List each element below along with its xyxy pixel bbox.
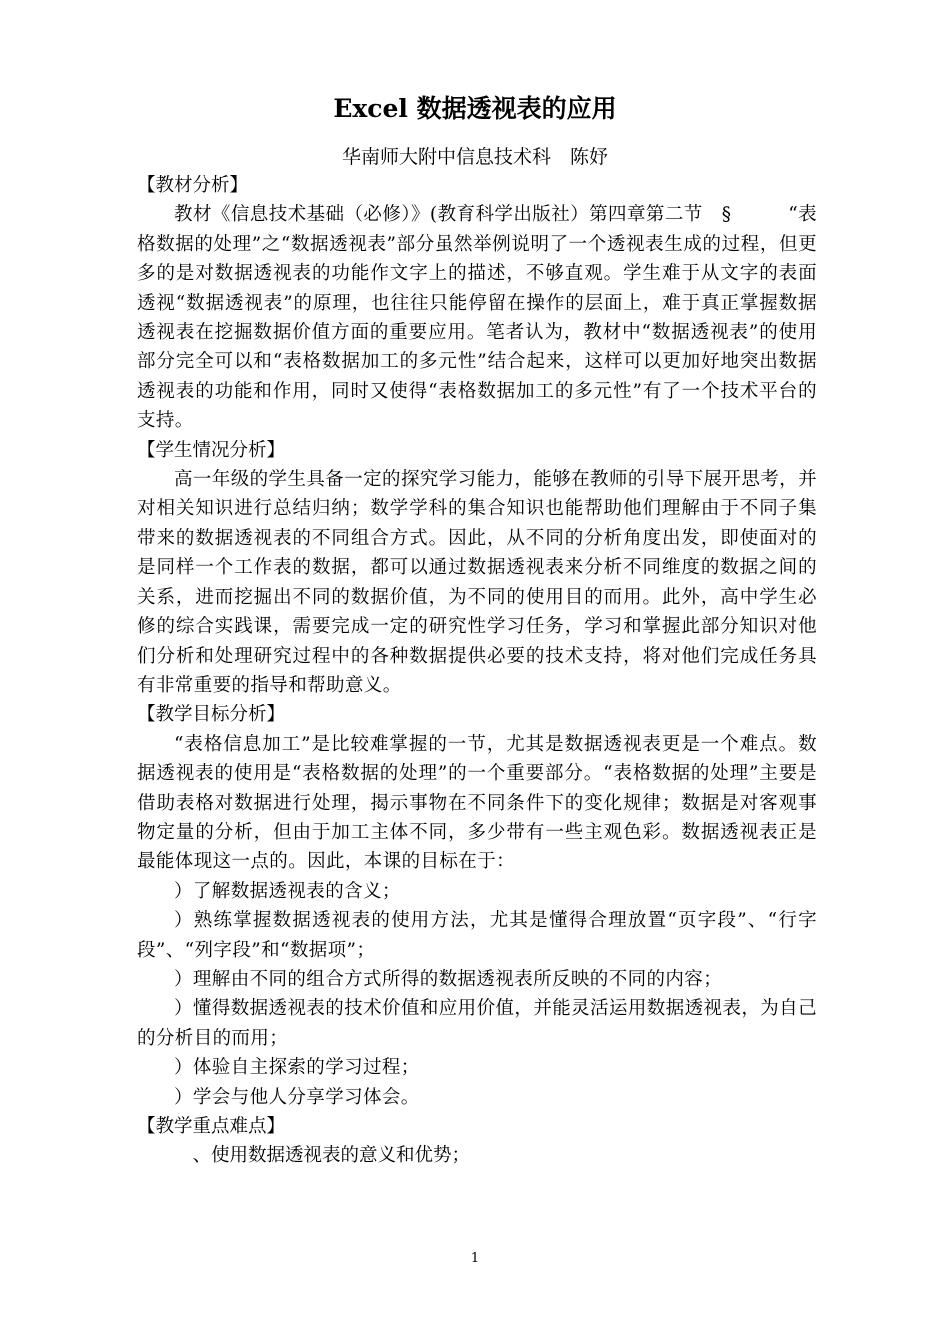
section-heading-keypoints: 【教学重点难点】 [137, 1116, 286, 1137]
section-paragraph-material: 教材《信息技术基础（必修）》(教育科学出版社）第四章第二节 § “表格数据的处理”之“数据透视表”部分虽然举例说明了一个透视表生成的过程，但更多的是对数据透视表的功能作文字上的描述，不够直观。学生难于从文字的表面透视“数据透视表”的原理，也往往只能停留在操作的层面上，难于真正掌握数据透视表在挖掘数据价值方面的重要应用。笔者认为，教材中“数据透视表”的使用部分完全可以和“表格数据加工的多元性”结合起来，这样可以更加好地突出数据透视表的功能和作用，同时又使得“表格数据加工的多元性”有了一个技术平台的支持。 [137, 204, 817, 432]
goal-item: ）学会与他人分享学习体会。 [174, 1086, 420, 1108]
section-paragraph-students: 高一年级的学生具备一定的探究学习能力，能够在教师的引导下展开思考，并对相关知识进行总结归纳；数学学科的集合知识也能帮助他们理解由于不同子集带来的数据透视表的不同组合方式。因此，从不同的分析角度出发，即使面对的是同样一个工作表的数据，都可以通过数据透视表来分析不同维度的数据之间的关系，进而挖掘出不同的数据价值，为不同的使用目的而用。此外，高中学生必修的综合实践课，需要完成一定的研究性学习任务，学习和掌握此部分知识对他们分析和处理研究过程中的各种数据提供必要的技术支持，将对他们完成任务具有非常重要的指导和帮助意义。 [137, 469, 817, 696]
document-title: Excel 数据透视表的应用 [333, 94, 617, 123]
goal-item: ）了解数据透视表的含义； [174, 880, 401, 902]
document-body [137, 171, 817, 1171]
section-heading-goals: 【教学目标分析】 [137, 704, 286, 726]
goal-item: ）懂得数据透视表的技术价值和应用价值，并能灵活运用数据透视表，为自己的分析目的而用； [137, 998, 817, 1049]
section-paragraph-goals: “表格信息加工”是比较难掌握的一节，尤其是数据透视表更是一个难点。数据透视表的使用是“表格数据的处理”的一个重要部分。“表格数据的处理”主要是借助表格对数据进行处理，揭示事物在不同条件下的变化规律；数据是对客观事物定量的分析，但由于加工主体不同，多少带有一些主观色彩。数据透视表正是最能体现这一点的。因此，本课的目标在于： [137, 733, 817, 873]
section-heading-students: 【学生情况分析】 [137, 439, 286, 461]
goal-item: ）理解由不同的组合方式所得的数据透视表所反映的不同的内容； [174, 968, 723, 990]
keypoint-item: 、使用数据透视表的意义和优势； [192, 1145, 471, 1167]
document-author: 华南师大附中信息技术科 陈妤 [341, 146, 608, 168]
page-number: 1 [470, 1251, 480, 1266]
goal-item: ）体验自主探索的学习过程； [174, 1057, 420, 1079]
goal-item: ）熟练掌握数据透视表的使用方法，尤其是懂得合理放置“页字段”、“行字段”、“列字段”和“数据项”； [137, 910, 817, 961]
section-heading-material: 【教材分析】 [137, 175, 249, 196]
